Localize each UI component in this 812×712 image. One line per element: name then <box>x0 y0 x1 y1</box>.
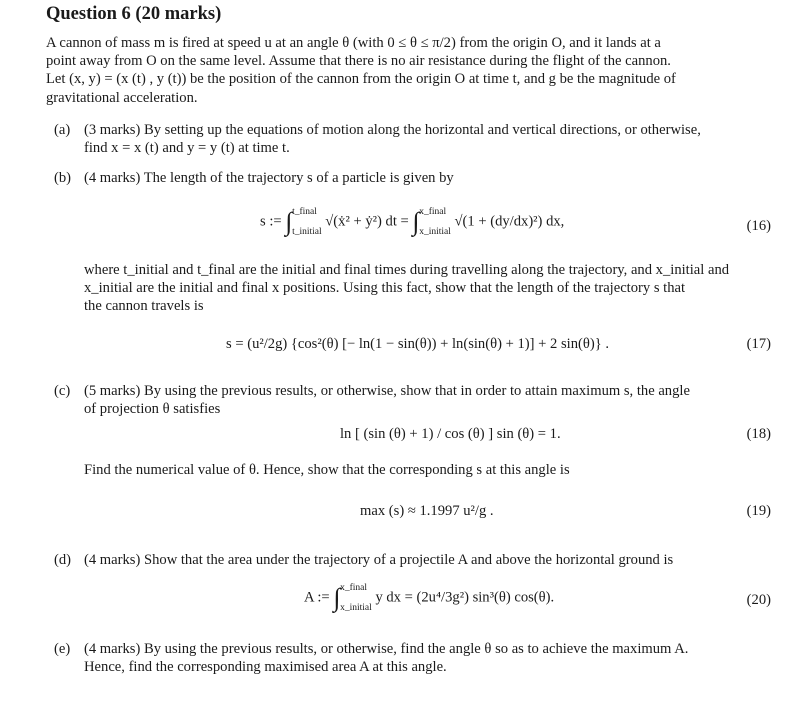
eq16-int2-body: √(1 + (dy/dx)²) dx, <box>454 213 565 230</box>
intro-line: Let (x, y) = (x (t) , y (t)) be the position of the cannon from the origin O at time t, and g be the magnitude of <box>46 71 676 88</box>
part-d <box>54 551 771 569</box>
eq20-limits <box>340 578 372 618</box>
part-e-line: Hence, find the corresponding maximised area A at this angle. <box>84 659 447 676</box>
eq20-upper: x_final <box>340 583 368 593</box>
eq16-int1-upper: t_final <box>292 207 317 217</box>
question-intro <box>46 34 771 107</box>
eq16-lhs: s := <box>260 213 282 230</box>
eq16-int2-lower: x_initial <box>419 227 451 237</box>
integral-sign-icon: ∫ <box>412 207 420 236</box>
equation-16-body <box>260 202 564 242</box>
part-a-line: (3 marks) By setting up the equations of motion along the horizontal and vertical directions, or otherwise, <box>84 122 701 138</box>
equation-18 <box>0 426 812 448</box>
part-a <box>54 121 771 157</box>
part-e <box>54 640 771 676</box>
equation-16 <box>0 200 812 254</box>
eq16-int1-body: √(ẋ² + ẏ²) dt = <box>325 213 409 230</box>
eq16-int1-limits <box>292 202 322 242</box>
part-a-label: (a) <box>54 122 71 138</box>
question-title: Question 6 (20 marks) <box>46 4 222 24</box>
part-c-line: (5 marks) By using the previous results, or otherwise, show that in order to attain maximum s, the angle <box>84 383 690 399</box>
part-c-continued <box>54 461 771 479</box>
equation-19-number: (19) <box>746 503 771 519</box>
equation-17-body: s = (u²/2g) {cos²(θ) [− ln(1 − sin(θ)) + ln(sin(θ) + 1)] + 2 sin(θ)} . <box>226 336 610 352</box>
part-c-after: Find the numerical value of θ. Hence, show that the corresponding s at this angle is <box>84 462 570 478</box>
eq16-int2-limits <box>419 202 451 242</box>
intro-line: point away from O on the same level. Assume that there is no air resistance during the flight of the cannon. <box>46 53 671 70</box>
eq16-int1-lower: t_initial <box>292 227 322 237</box>
part-c-line: of projection θ satisfies <box>84 401 221 418</box>
part-d-line: (4 marks) Show that the area under the trajectory of a projectile A and above the horizontal ground is <box>84 552 674 568</box>
equation-19-body: max (s) ≈ 1.1997 u²/g . <box>360 503 494 519</box>
part-b-label: (b) <box>54 170 72 186</box>
integral-sign-icon: ∫ <box>333 583 341 612</box>
equation-20-number: (20) <box>746 592 771 608</box>
part-c-label: (c) <box>54 383 71 399</box>
eq20-body: y dx = (2u⁴/3g²) sin³(θ) cos(θ). <box>375 589 555 606</box>
eq20-lower: x_initial <box>340 603 372 613</box>
part-c <box>54 382 771 418</box>
equation-17-number: (17) <box>746 336 771 352</box>
part-b-after-line: where t_initial and t_final are the initial and final times during travelling along the trajectory, and x_initial and <box>84 262 730 278</box>
eq20-lhs: A := <box>304 589 330 606</box>
equation-19 <box>0 503 812 525</box>
equation-20 <box>0 578 812 624</box>
part-e-line: (4 marks) By using the previous results, or otherwise, find the angle θ so as to achieve the maximum A. <box>84 641 689 657</box>
integral-sign-icon: ∫ <box>285 207 293 236</box>
part-d-label: (d) <box>54 552 72 568</box>
part-b-line: (4 marks) The length of the trajectory s of a particle is given by <box>84 170 454 186</box>
equation-16-number: (16) <box>746 218 771 234</box>
part-b-after-line: the cannon travels is <box>84 298 204 315</box>
intro-line: A cannon of mass m is fired at speed u at an angle θ (with 0 ≤ θ ≤ π/2) from the origin O, and it lands at a <box>46 35 661 51</box>
part-b-continued <box>54 261 771 316</box>
part-b <box>54 169 771 187</box>
part-a-line: find x = x (t) and y = y (t) at time t. <box>84 140 290 157</box>
equation-20-body <box>304 578 554 618</box>
equation-18-body: ln [ (sin (θ) + 1) / cos (θ) ] sin (θ) = 1. <box>340 426 561 442</box>
intro-line: gravitational acceleration. <box>46 89 198 106</box>
equation-18-number: (18) <box>746 426 771 442</box>
equation-17 <box>0 336 812 358</box>
eq16-int2-upper: x_final <box>419 207 447 217</box>
part-b-after-line: x_initial are the initial and final x positions. Using this fact, show that the length of the trajectory s that <box>84 280 686 297</box>
part-e-label: (e) <box>54 641 71 657</box>
